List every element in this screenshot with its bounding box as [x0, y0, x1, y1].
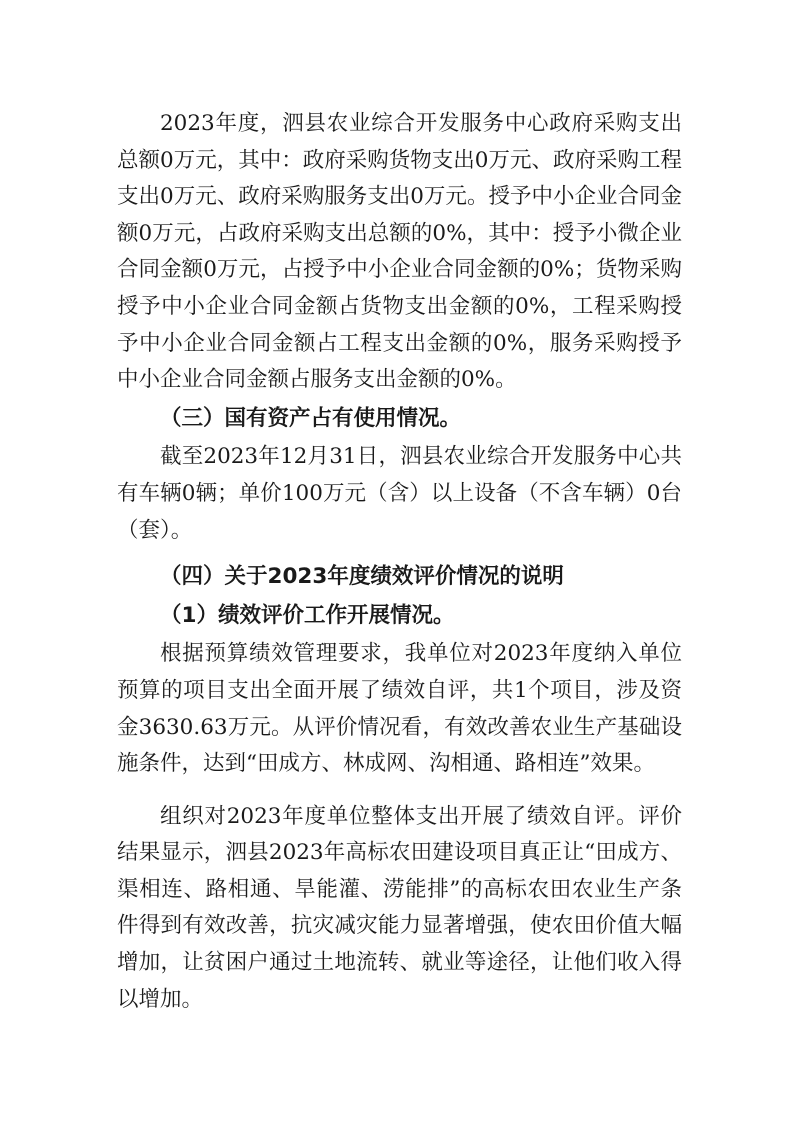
heading-evaluation-work: （1）绩效评价工作开展情况。 [160, 602, 455, 628]
heading-performance-evaluation: （四）关于2023年度绩效评价情况的说明 [160, 564, 564, 590]
paragraph-overall-evaluation: 组织对2023年度单位整体支出开展了绩效自评。评价结果显示，泗县2023年高标农田建设项目真正让“田成方、渠相连、路相通、旱能灌、涝能排”的高标农田农业生产条件得到有效改善，抗灾减灾能力显著增强，使农田价值大幅增加，让贫困户通过土地流转、就业等途径，让他们收入得以增加。 [117, 803, 682, 1012]
paragraph-procurement: 2023年度，泗县农业综合开发服务中心政府采购支出总额0万元，其中：政府采购货物支出0万元、政府采购工程支出0万元、政府采购服务支出0万元。授予中小企业合同金额0万元，占政府采购支出总额的0%，其中：授予小微企业合同金额0万元，占授予中小企业合同金额的0%；货物采购授予中小企业合同金额占货物支出金额的0%，工程采购授予中小企业合同金额占工程支出金额的0%，服务采购授予中小企业合同金额占服务支出金额的0%。 [117, 111, 682, 393]
paragraph-project-evaluation: 根据预算绩效管理要求，我单位对2023年度纳入单位预算的项目支出全面开展了绩效自评，共1个项目，涉及资金3630.63万元。从评价情况看，有效改善农业生产基础设施条件，达到“田成方、林成网、沟相通、路相连”效果。 [117, 641, 682, 777]
document-body [117, 106, 682, 1018]
heading-state-assets: （三）国有资产占有使用情况。 [160, 405, 462, 431]
paragraph-assets: 截至2023年12月31日，泗县农业综合开发服务中心共有车辆0辆；单价100万元（含）以上设备（不含车辆）0台（套）。 [117, 444, 682, 543]
